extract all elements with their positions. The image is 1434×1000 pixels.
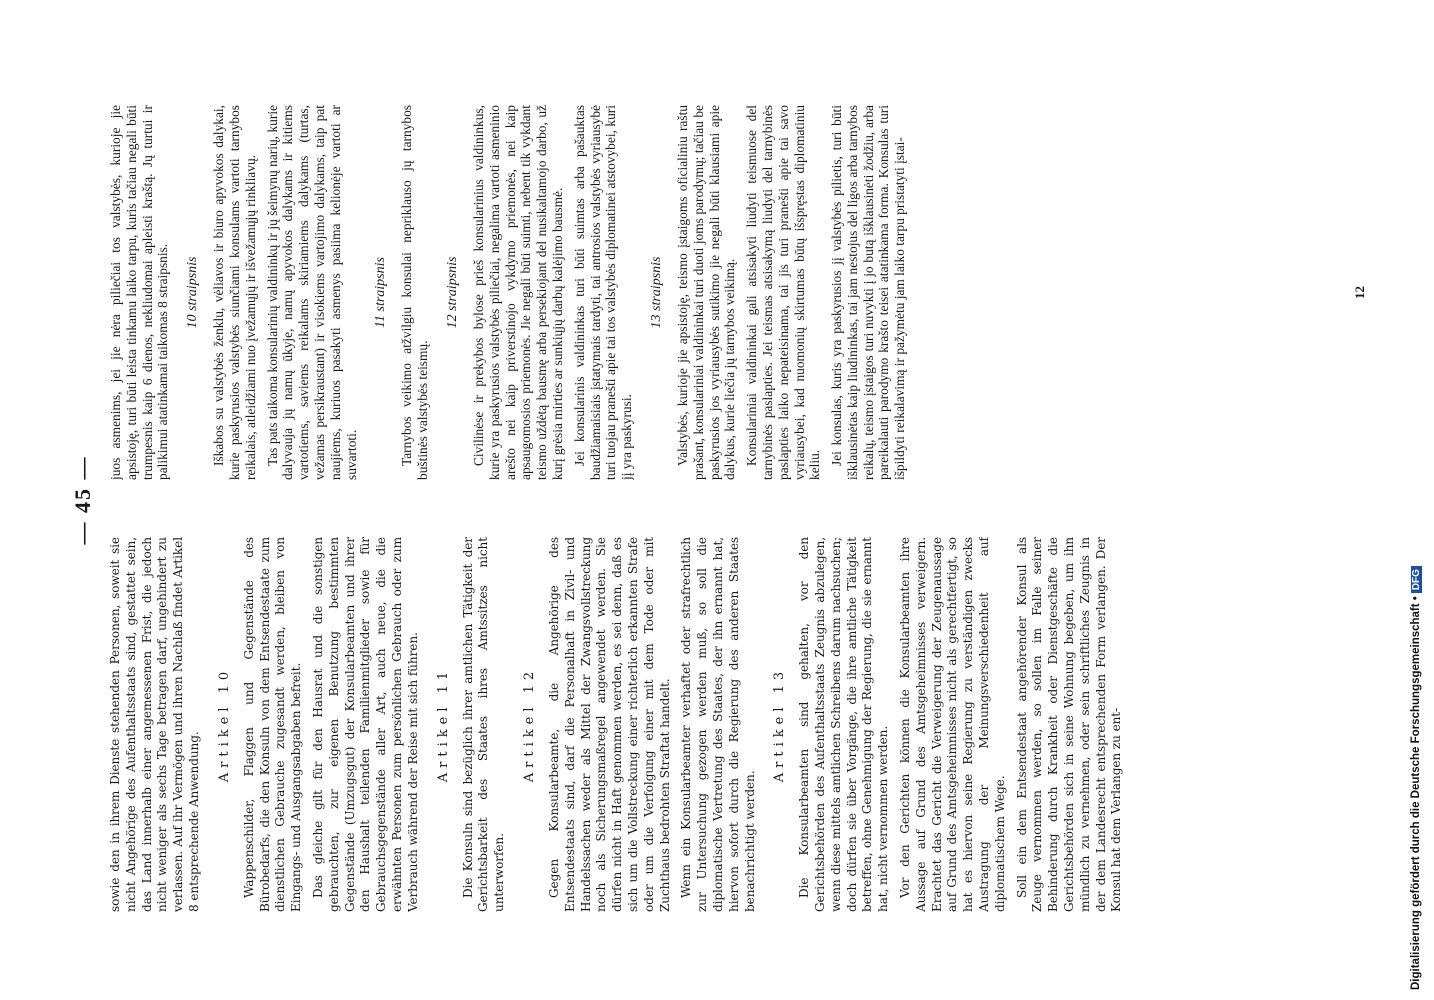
german-paragraph-10b: Das gleiche gilt für den Hausrat und die sonstigen gebrauchten, zur eigenen Benutzung bestimmten Gegenstände (Umzugsgut) der Konsularbeamten und ihrer den Haushalt teilenden Familienmitglieder sowie für Gebrauchsgegenstände aller Art, auch neue, die die erwähnten Personen zum persönlichen Gebrauch oder zum Verbrauch während der Reise mit sich führen.: [310, 537, 420, 912]
german-paragraph-13c: Soll ein dem Entsendestaat angehörender Konsul als Zeuge vernommen werden, so sollen im Falle seiner Behinderung durch Krankheit oder Dienstgeschäfte die Gerichtsbehörden sich in seine Wohnung begeben, um ihn mündlich zu vernehmen, oder sein schriftliches Zeugnis in der dem Landesrecht entsprechenden Form verlangen. Der Konsul hat dem Verlangen zu ent-: [1014, 537, 1124, 912]
german-paragraph-13b: Vor den Gerichten können die Konsularbeamten ihre Aussage auf Grund des Amtsgeheimnisses verweigern. Erachtet das Gericht die Verweigerung der Zeugenaussage auf Grund des Amtsgeheimnisses nicht als gerechtfertigt, so hat es hiervon seine Regierung zu verständigen zwecks Austragung der Meinungsverschiedenheit auf diplomatischem Wege.: [898, 537, 1007, 912]
lithuanian-paragraph-13c: Jei konsulas, kuris yra paskyrusios jį valstybės pilietis, turi būti išklausinėtas kaip liudininkas, tai jam nestojus del ligos arba tarnybos reikalų, teismo įstaigos turi nuvykti į jo butą išklausinėti žodžiu, arba pareikalauti parodymo krašto teisei atatinkama forma. Konsulas turi išpildyti reikalavimą ir pažymėtu jam laiko tarpu pristatyti įstai-: [829, 105, 908, 480]
lithuanian-paragraph-13b: Konsulariniai valdininkai gali atsisakyti liudyti teismuose del tarnybinės paslapties. Jei teismas atsisakymą liudyti del tarnybinės paslapties laiko nepateisinama, tai jis turi pranešti apie tai savo vyriausybei, kad nuomonių skirtumas būtų išspręstas diplomatiniu keliu.: [744, 105, 823, 480]
german-paragraph-12b: Wenn ein Konsularbeamter verhaftet oder strafrechtlich zur Untersuchung gezogen werden muß, so soll die diplomatische Vertretung des Staates, der ihn ernannt hat, hiervon sofort durch die Regierung des anderen Staates benachrichtigt werden.: [679, 537, 757, 912]
rotated-document-page: [68, 50, 1378, 950]
lithuanian-paragraph-10a: Iškabos su valstybės ženklu, vėliavos ir biuro apyvokos dalykai, kurie paskyrusios valstybės siunčiami konsulams vartoti tarnybos reikalais, atleidžiami nuo įvežamųjų ir išvežamųjų rinkliavų.: [211, 105, 258, 480]
lithuanian-paragraph-12b: Jei konsularinis valdininkas turi būti suimtas arba pašauktas baudžiamaisiais įstatymais tardyti, tai antrosios valstybės vyriausybė turi tuojau pranešti apie tai tos valstybės diplomatinei atstovybei, kuri jį yra paskyrusi.: [571, 105, 635, 480]
lithuanian-text-column: [108, 105, 1348, 480]
german-paragraph-10a: Wappenschilder, Flaggen und Gegenstände des Bürobedarfs, die den Konsuln von dem Entsendestaate zum dienstlichen Gebrauche zugesandt werden, bleiben von Eingangs- und Ausgangsabgaben befreit.: [241, 537, 304, 912]
lithuanian-paragraph-intro: juos asmenims, jei jie nėra piliečiai tos valstybės, kurioje jie apsistoję, turi būti leista tinkamu laiko tarpu, kuris tačiau negali būti trumpesnis kaip 6 dienos, nekliudomai apleisti kraštą. Jų turtui ir palikimui atatinkamai taikomas 8 straipsnis.: [108, 105, 171, 480]
german-paragraph-13a: Die Konsularbeamten sind gehalten, vor den Gerichtsbehörden des Aufenthaltsstaats Zeugnis abzulegen, wenn diese mittels amtlichen Schreibens darum nachsuchen; doch dürfen sie über Vorgänge, die ihre amtliche Tätigkeit betreffen, ohne Genehmigung der Regierung, die sie ernannt hat, nicht vernommen werden.: [797, 537, 891, 912]
lithuanian-heading-article-11: 11 straipsnis: [373, 257, 389, 328]
lithuanian-paragraph-10b: Tas pats taikoma konsularinių valdininkų ir jų šeimynų narių, kurie dalyvauja jų namų ūkyje, namų apyvokos dalykams ir kitiems vartotiems, saviems reikalams skiriamiems dalykams (turtas, vežamas persikraustant) ir visokiems vartojimo dalykams, taip pat naujiems, kuriuos pasakyti asmenys pasiima kelionėje vartoti ar suvartoti.: [264, 105, 359, 480]
german-heading-article-13: Artikel 13: [772, 666, 788, 783]
lithuanian-paragraph-13a: Valstybės, kurioje jie apsistoję, teismo įstaigoms oficialiniu raštu prašant, konsulariniai valdininkai turi duoti joms parodymų; tačiau be paskyrusios jos vyriausybės sutikimo jie negali būti klausiami apie dalykus, kurie liečia jų tarnybos veikimą.: [674, 105, 738, 480]
german-paragraph-intro: sowie den in ihrem Dienste stehenden Personen, soweit sie nicht Angehörige des Aufenthaltsstaats sind, gestattet sein, das Land innerhalb einer angemessenen Frist, die jedoch nicht weniger als sechs Tage betragen darf, ungehindert zu verlassen. Auf ihr Vermögen und ihren Nachlaß findet Artikel 8 entsprechende Anwendung.: [108, 537, 201, 912]
lithuanian-paragraph-12a: Civilinėse ir prekybos bylose prieš konsularinius valdininkus, kurie yra paskyrusios valstybės piliečiai, negalima vartoti asmeninio arešto nei kaip priverstinojo vykdymo priemonės, nei kaip apsaugomosios priemonės. Jie negali būti suimti, nebent tik vykdant teismo uždėtą bausmę arba persekiojant del nusikaltamojo darbo, už kurį grėsia mirties ar sunkiųjų darbų kalėjimo bausmė.: [470, 105, 565, 480]
german-heading-article-10: Artikel 10: [216, 666, 232, 783]
footer-page-number: 12: [1352, 286, 1367, 299]
lithuanian-heading-article-12: 12 straipsnis: [444, 256, 460, 329]
lithuanian-heading-article-10: 10 straipsnis: [185, 256, 201, 329]
digitization-credit: [1410, 10, 1422, 990]
credit-text: Digitalisierung gefördert durch die Deutsche Forschungsgemeinschaft •: [1410, 596, 1422, 990]
dfg-logo: DFG: [1411, 566, 1422, 593]
german-heading-article-12: Artikel 12: [521, 666, 537, 783]
page-number: — 45 —: [70, 455, 95, 545]
german-text-column: [108, 537, 1348, 912]
german-paragraph-12a: Gegen Konsularbeamte, die Angehörige des Entsendestaats sind, darf die Personalhaft in Zivil- und Handelssachen weder als Mittel der Zwangsvollstreckung noch als Sicherungsmaßregel angewendet werden. Sie dürfen nicht in Haft genommen werden, es sei denn, daß es sich um die Vollstreckung einer richterlich erkannten Strafe oder um die Verfolgung einer mit dem Tode oder mit Zuchthaus bedrohten Straftat handelt.: [546, 537, 672, 912]
german-heading-article-11: Artikel 11: [435, 666, 451, 783]
german-paragraph-11: Die Konsuln sind bezüglich ihrer amtlichen Tätigkeit der Gerichtsbarkeit des Staates ihres Amtssitzes nicht unterworfen.: [460, 537, 507, 912]
lithuanian-paragraph-11: Tarnybos veikimo atžvilgiu konsulai nepriklauso jų tarnybos buštinės valstybės teismų.: [399, 105, 431, 480]
lithuanian-heading-article-13: 13 straipsnis: [648, 256, 664, 329]
